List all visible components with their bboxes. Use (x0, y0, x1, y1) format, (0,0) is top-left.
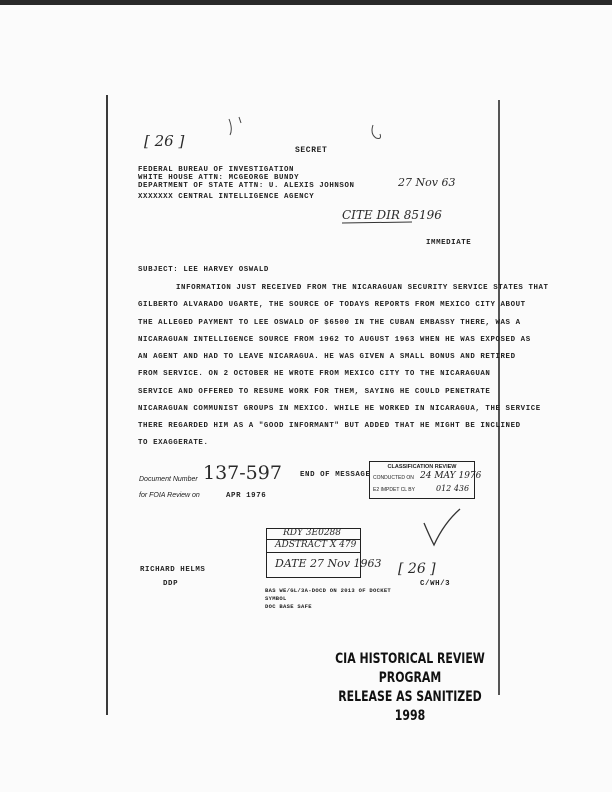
end-of-message: END OF MESSAGE (300, 471, 371, 479)
check-mark-icon (420, 505, 465, 550)
addressee-line: WHITE HOUSE ATTN: MCGEORGE BUNDY (138, 174, 300, 182)
body-line: NICARAGUAN COMMUNIST GROUPS IN MEXICO. WHILE HE WORKED IN NICARAGUA, THE SERVICE (138, 405, 541, 413)
document-number-label: Document Number (139, 476, 198, 483)
footnote-line: SYMBOL (265, 595, 287, 602)
foia-date: APR 1976 (226, 492, 267, 500)
body-line: SERVICE AND OFFERED TO RESUME WORK FOR THEM, SAYING HE COULD PENETRATE (138, 388, 491, 396)
release-stamp-line: CIA HISTORICAL REVIEW PROGRAM (335, 651, 485, 686)
subject-line: SUBJECT: LEE HARVEY OSWALD (138, 266, 269, 274)
bracket-number: [ 26 ] (144, 132, 185, 150)
footnote-line: DOC BASE SAFE (265, 603, 312, 610)
routing-line-3: DATE 27 Nov 1963 (275, 557, 382, 570)
conducted-date: 24 MAY 1976 (420, 471, 482, 481)
addressee-line: XXXXXXX CENTRAL INTELLIGENCE AGENCY (138, 193, 315, 201)
routing-box (266, 528, 382, 578)
cable-reference: C/WH/3 (420, 580, 451, 588)
scan-edge-right (498, 100, 500, 695)
classification-review-stamp (369, 461, 482, 499)
margin-mark (225, 115, 255, 140)
body-line: GILBERTO ALVARADO UGARTE, THE SOURCE OF TODAYS REPORTS FROM MEXICO CITY ABOUT (138, 301, 526, 309)
body-line: NICARAGUAN INTELLIGENCE SOURCE FROM 1962 TO AUGUST 1963 WHEN HE WAS EXPOSED AS (138, 336, 531, 344)
impdet-label: E2 IMPDET CL BY (373, 487, 415, 493)
impdet-value: 012 436 (436, 484, 470, 493)
footnote-line: BAS WE/GL/3A-DOCD ON 2013 OF DOCKET (265, 587, 392, 594)
precedence: IMMEDIATE (426, 239, 472, 247)
body-line: FROM SERVICE. ON 2 OCTOBER HE WROTE FROM MEXICO CITY TO THE NICARAGUAN (138, 370, 491, 378)
handwritten-date: 27 Nov 63 (398, 176, 456, 189)
classification-header: SECRET (295, 146, 328, 155)
classification-review-title: CLASSIFICATION REVIEW (387, 464, 457, 470)
body-line: AN AGENT AND HAD TO LEAVE NICARAGUA. HE WAS GIVEN A SMALL BONUS AND RETIRED (138, 353, 516, 361)
cite-number: CITE DIR 85196 (342, 208, 442, 222)
bracket-number-2: [ 26 ] (398, 561, 436, 577)
routing-line-2: ADSTRACT X 479 (275, 540, 357, 550)
conducted-label: CONDUCTED ON (373, 475, 414, 481)
signatory-title: DDP (163, 580, 179, 588)
scan-edge-left (106, 95, 108, 715)
cite-underline (340, 220, 415, 226)
body-line: THE ALLEGED PAYMENT TO LEE OSWALD OF $6500 IN THE CUBAN EMBASSY THERE, WAS A (138, 319, 521, 327)
addressee-line: FEDERAL BUREAU OF INVESTIGATION (138, 166, 295, 174)
addressee-line: DEPARTMENT OF STATE ATTN: U. ALEXIS JOHNSON (138, 182, 355, 190)
scan-edge-top (0, 0, 612, 5)
routing-line-1: RDY 3E0288 (283, 528, 341, 538)
signatory-name: RICHARD HELMS (140, 566, 206, 574)
document-number: 137-597 (203, 462, 282, 484)
body-line: TO EXAGGERATE. (138, 439, 209, 447)
body-line: THERE REGARDED HIM AS A "GOOD INFORMANT" BUT ADDED THAT HE MIGHT BE INCLINED (138, 422, 521, 430)
release-stamp (324, 650, 496, 726)
body-line: INFORMATION JUST RECEIVED FROM THE NICARAGUAN SECURITY SERVICE STATES THAT (176, 284, 549, 292)
release-stamp-line: 1998 (394, 708, 426, 724)
release-stamp-line: RELEASE AS SANITIZED (338, 689, 482, 705)
margin-mark-2 (368, 122, 390, 144)
foia-label: for FOIA Review on (139, 492, 200, 499)
